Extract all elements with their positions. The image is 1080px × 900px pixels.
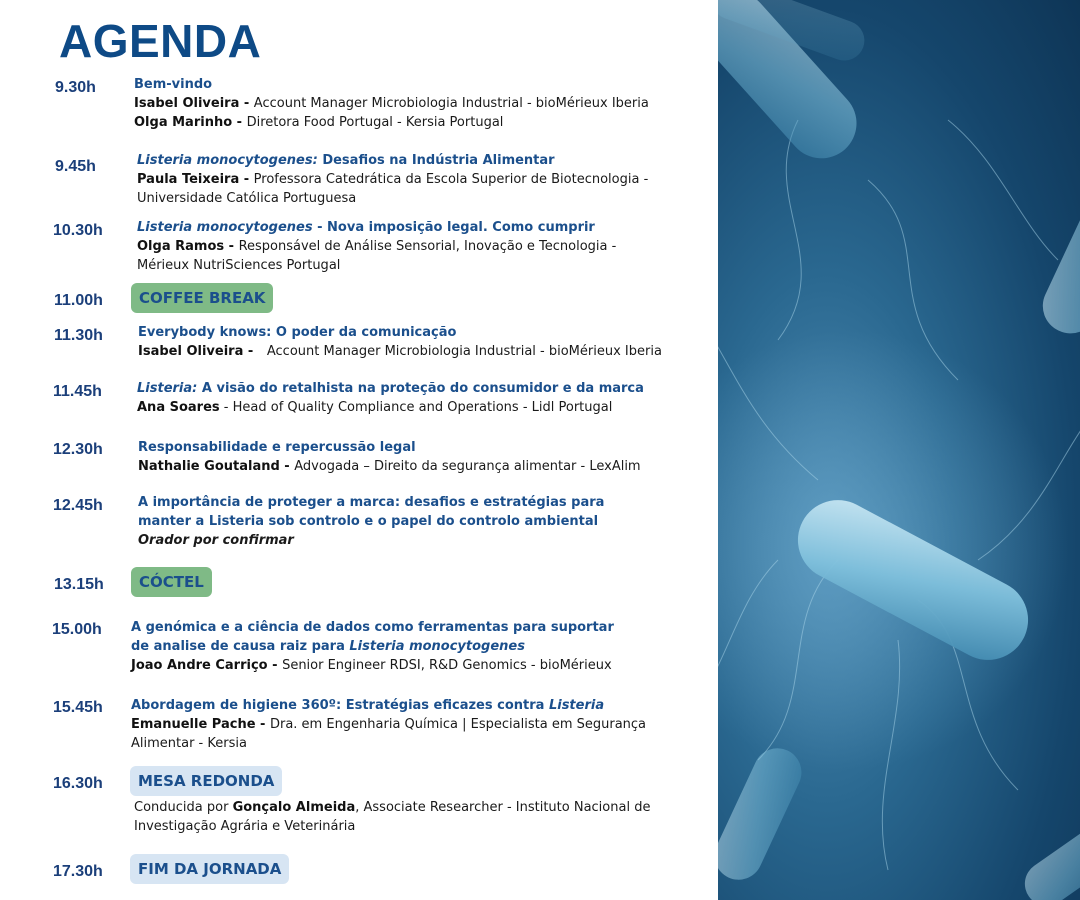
talk-title: Bem-vindo [134,77,213,92]
talk-title: Listeria: A visão do retalhista na proteção do consumidor e da marca [137,381,644,396]
speaker-name: Isabel Oliveira - [134,96,254,111]
time-slot: 11.45h [53,383,102,400]
speaker-name: Emanuelle Pache - [131,717,270,732]
time-slot: 17.30h [53,863,103,880]
time-slot: 15.00h [52,621,102,638]
time-slot: 12.45h [53,497,103,514]
bacteria-image [718,0,1080,900]
time-slot: 13.15h [54,576,104,593]
bacteria-illustration [718,0,1080,900]
agenda-item [137,218,627,275]
time-slot: 12.30h [53,441,103,458]
time-slot: 10.30h [53,222,103,239]
speaker-name: Olga Marinho - [134,115,247,130]
talk-title: A importância de proteger a marca: desafios e estratégias para manter a Listeria sob controlo e o papel do controlo ambiental [138,495,605,529]
time-slot: 11.30h [54,327,103,344]
speaker-name: Olga Ramos - [137,239,239,254]
talk-title: Abordagem de higiene 360º: Estratégias eficazes contra Listeria [131,698,605,713]
agenda-item [131,618,621,675]
agenda-item [138,493,658,550]
speaker-role: Advogada – Direito da segurança alimentar - LexAlim [294,459,641,474]
speaker-role: Senior Engineer RDSI, R&D Genomics - bioMérieux [282,658,612,673]
talk-title: Responsabilidade e repercussão legal [138,440,416,455]
talk-title: Listeria monocytogenes: Desafios na Indústria Alimentar [137,153,555,168]
speaker-note: Orador por confirmar [138,533,294,548]
round-table-text: Conducida por Gonçalo Almeida, Associate Researcher - Instituto Nacional de Investigação Agrária e Veterinária [134,800,651,834]
time-slot: 9.45h [55,158,96,175]
speaker-role: Account Manager Microbiologia Industrial - bioMérieux Iberia [266,344,662,359]
talk-title: A genómica e a ciência de dados como ferramentas para suportar de analise de causa raiz para Listeria monocytogenes [131,620,614,654]
speaker-role: Responsável de Análise Sensorial, Inovação e Tecnologia - Mérieux NutriSciences Portugal [137,239,617,273]
agenda-item [137,379,697,417]
speaker-role: Professora Catedrática da Escola Superior de Biotecnologia - Universidade Católica Portuguesa [137,172,649,206]
time-slot: 11.00h [54,292,103,309]
speaker-name: Nathalie Goutaland - [138,459,295,474]
speaker-name: Isabel Oliveira - [138,344,267,359]
talk-title: Everybody knows: O poder da comunicação [138,325,457,340]
time-slot: 15.45h [53,699,103,716]
coffee-break-badge: COFFEE BREAK [131,283,273,313]
speaker-role: Account Manager Microbiologia Industrial - bioMérieux Iberia [253,96,649,111]
talk-title: Listeria monocytogenes - Nova imposição legal. Como cumprir [137,220,595,235]
speaker-name: Paula Teixeira - [137,172,254,187]
time-slot: 16.30h [53,775,103,792]
agenda-item [131,696,651,753]
speaker-role: Diretora Food Portugal - Kersia Portugal [246,115,504,130]
page-title: AGENDA [59,15,262,67]
mesa-redonda-badge: MESA REDONDA [130,766,282,796]
agenda-item [134,75,694,132]
agenda-item [138,438,698,476]
speaker-role: Dra. em Engenharia Química | Especialista em Segurança Alimentar - Kersia [131,717,647,751]
agenda-item [138,323,698,361]
speaker-name: Ana Soares [137,400,220,415]
end-badge: FIM DA JORNADA [130,854,289,884]
agenda-item [137,151,657,208]
speaker-role: - Head of Quality Compliance and Operations - Lidl Portugal [219,400,613,415]
coctel-badge: CÓCTEL [131,567,212,597]
time-slot: 9.30h [55,79,96,96]
speaker-name: Joao Andre Carriço - [131,658,283,673]
